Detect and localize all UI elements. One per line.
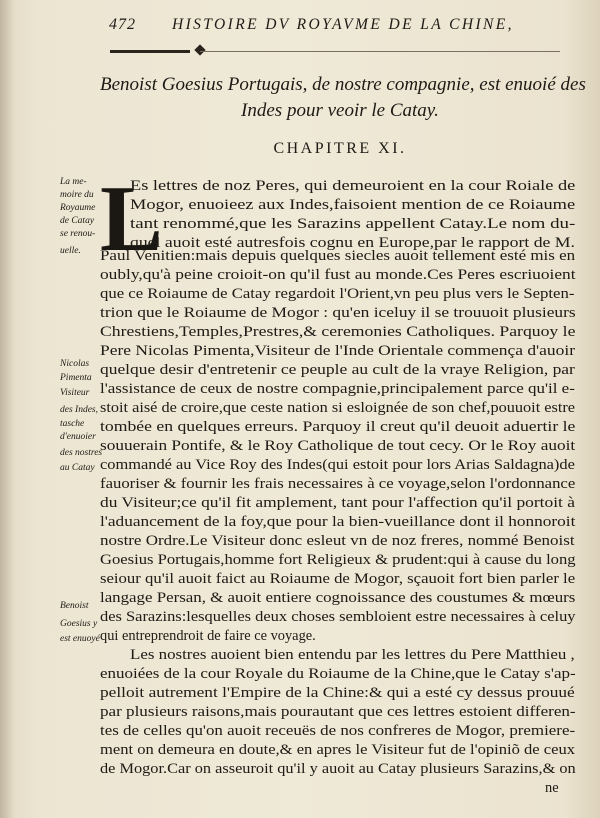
margin-note: se renou-	[60, 229, 96, 239]
body-line: qui entreprendroit de faire ce voyage.	[100, 628, 316, 644]
margin-note: La me-	[60, 177, 87, 187]
margin-note: tasche	[60, 419, 85, 429]
body-line: stoit aisé de croire,que ceste nation si esloignée de son chef,pouuoit estre	[100, 400, 576, 416]
article-heading-line-1: Benoist Goesius Portugais, de nostre compagnie, est enuoié des	[100, 74, 586, 95]
margin-note: des nostres	[60, 448, 103, 458]
margin-note: Goesius y	[60, 619, 98, 629]
body-line: trion que le Roiaume de Mogor : qu'en iceluy il se trouuoit plusieurs	[100, 305, 576, 321]
body-line: de Mogor.Car on asseuroit qu'il y auoit au Catay plusieurs Sarazins,& on	[100, 761, 576, 777]
chapter-title: CHAPITRE XI.	[273, 140, 407, 157]
body-line: Chrestiens,Temples,Prestres,& ceremonies Catholiques. Parquoy le	[100, 324, 576, 340]
body-line: Les nostres auoient bien entendu par les lettres du Pere Matthieu ,	[130, 647, 575, 663]
body-line: des Sarazins:lesquelles deux choses sembloient estre necessaires à celuy	[100, 609, 576, 625]
body-line: Paul Venitien:mais depuis quelques siecles auoit tellement esté mis en	[100, 248, 576, 264]
body-line: que ce Roiaume de Catay regardoit l'Orient,vn peu plus vers le Septen-	[100, 286, 575, 302]
body-line: commandé au Vice Roy des Indes(qui estoit pour lors Arias Saldagna)de	[100, 457, 575, 473]
body-line: par plusieurs raisons,mais pourautant que ces lettres estoient differen-	[100, 704, 576, 720]
body-line: Mogor, enuoieez aux Indes,faisoient mention de ce Roiaume	[130, 197, 576, 213]
body-line: langage Persan, & auoit entiere cognoissance des coustumes & mœurs	[100, 590, 576, 606]
page-number: 472	[109, 16, 136, 33]
body-line: du Visiteur;ce qu'il fit amplement, tant pour l'affection qu'il portoit à	[100, 495, 575, 511]
margin-note: est enuoyé	[60, 634, 100, 644]
body-line: l'aduancement de la foy,que pour la bien-vueillance dont il honnoroit	[100, 514, 576, 530]
margin-note: Benoist	[60, 601, 89, 611]
body-line: Pere Nicolas Pimenta,Visiteur de l'Inde Orientale commença d'auoir	[100, 343, 576, 359]
drop-cap: L	[100, 167, 163, 271]
running-title: HISTOIRE DV ROYAVME DE LA CHINE,	[172, 16, 514, 33]
body-line: pelloit autrement l'Empire de la Chine:& qui a esté cy dessus prouué	[100, 685, 575, 701]
body-line: Goesius Portugais,homme fort Religieux & prudent:qui à cause du long	[100, 552, 576, 568]
margin-note: d'enuoier	[60, 432, 96, 442]
body-line: nostre Ordre.Le Visiteur donc esleut vn de noz freres, nommé Benoist	[100, 533, 575, 549]
margin-note: Pimenta	[60, 373, 92, 383]
body-line: Es lettres de noz Peres, qui demeuroient en la cour Roiale de	[130, 178, 576, 194]
margin-note: au Catay	[60, 463, 95, 473]
body-line: enuoiées de la cour Royale du Roiaume de la Chine,que le Catay s'ap-	[100, 666, 576, 682]
margin-note: Nicolas	[60, 359, 90, 369]
margin-note: uelle.	[60, 246, 81, 256]
body-line: quelque desir d'entretenir ce peuple au cult de la vraye Religion, par	[100, 362, 575, 378]
margin-note: des Indes,	[60, 405, 98, 415]
body-line: oubly,qu'à peine croioit-on qu'il fust au monde.Ces Peres escriuoient	[100, 267, 576, 283]
body-line: tes de celles qu'on auoit receuës de nos confreres de Mogor, premiere-	[100, 723, 576, 739]
body-line: tombée en quelques erreurs. Parquoy il creut qu'il deuoit aduertir le	[100, 419, 576, 435]
margin-note: moire du	[60, 190, 94, 200]
body-line: seiour qu'il auoit faict au Roiaume de Mogor, sçauoit fort bien parler le	[100, 571, 576, 587]
body-line: quel auoit esté autresfois cognu en Europe,par le rapport de M.	[130, 235, 575, 251]
body-line: fauoriser & fournir les frais necessaires à ce voyage,selon l'ordonnance	[100, 476, 576, 492]
body-line: souuerain Pontife, & le Roy Catholique de tout cecy. Or le Roy auoit	[100, 438, 576, 454]
body-line: ment on demeura en doute,& en apres le Visiteur fut de l'opiniõ de ceux	[100, 742, 576, 758]
margin-note: de Catay	[60, 216, 95, 226]
body-line: l'assistance de ceux de nostre compagnie,principalement parce qu'il e-	[100, 381, 575, 397]
margin-note: Visiteur	[60, 388, 90, 398]
body-line: ne	[545, 780, 559, 796]
margin-note: Royaume	[60, 203, 96, 213]
body-line: tant renommé,que les Sarazins appellent Catay.Le nom du-	[130, 216, 576, 232]
article-heading-line-2: Indes pour veoir le Catay.	[241, 100, 439, 121]
